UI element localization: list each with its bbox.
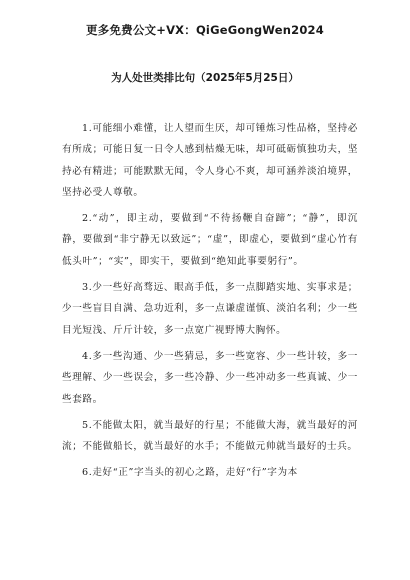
document-title: 为人处世类排比句（2025年5月25日） xyxy=(111,72,299,84)
paragraph-3: 3.少一些好高骛远、眼高手低，多一点脚踏实地、实事求是；少一些盲目自满、急功近利，多一点谦虚谨慎、淡泊名利；少一些目光短浅、斤斤计较，多一点宽广视野博大胸怀。 xyxy=(62,282,358,336)
paragraph-4: 4.多一些沟通、少一些猜忌，多一些宽容、少一些计较，多一些理解、少一些误会，多一些冷静、少一些冲动多一些真诚、少一些套路。 xyxy=(62,350,358,405)
promo-header: 更多免费公文+VX：QiGeGongWen2024 xyxy=(86,23,324,37)
paragraph-2: 2.“动”，即主动，要做到“不待扬鞭自奋蹄”；“静”，即沉静，要做到“非宁静无以致远”；“虚”，即虚心，要做到“虚心竹有低头叶”；“实”，即实干，要做到“绝知此事要躬行”。 xyxy=(62,213,358,267)
paragraph-5: 5.不能做太阳，就当最好的行星；不能做大海，就当最好的河流；不能做船长，就当最好的水手；不能做元帅就当最好的士兵。 xyxy=(62,419,358,453)
document-body xyxy=(62,118,358,489)
paragraph-6: 6.走好“正”字当头的初心之路，走好“行”字为本 xyxy=(82,467,298,479)
paragraph-1: 1.可能细小难懂，让人望而生厌，却可锤炼习性品格，坚持必有所成；可能日复一日令人感到枯燥无味，却可砥砺慎独功夫，坚持必有精进；可能默默无闻，令人身心不爽，却可涵养淡泊境界，坚持必受人尊敬。 xyxy=(62,123,358,198)
